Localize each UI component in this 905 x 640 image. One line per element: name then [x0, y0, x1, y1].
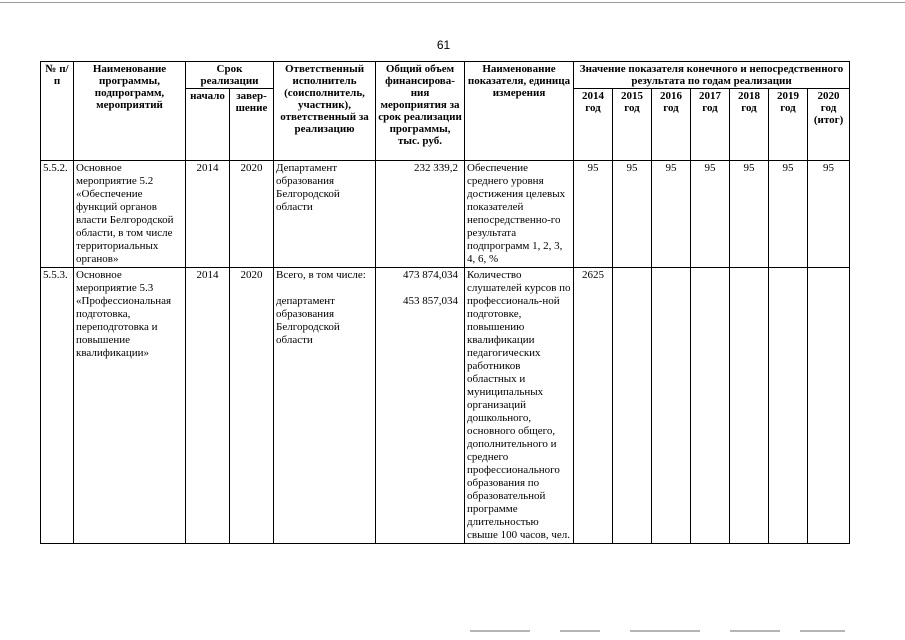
header-year-2017: 2017 год [691, 89, 730, 161]
table-row [41, 161, 850, 268]
header-year-2015: 2015 год [613, 89, 652, 161]
row-value-2018: 95 [730, 161, 769, 268]
row-start: 2014 [186, 161, 230, 268]
row-value-2016 [652, 268, 691, 544]
header-term-start: начало [186, 89, 230, 161]
row-financing [376, 268, 465, 544]
table-header [41, 62, 850, 161]
row-value-2018 [730, 268, 769, 544]
row-indicator: Количество слушателей курсов по профессиональ-ной подготовке, повышению квалификации педагогических работников областных и муниципальных организаций дошкольного, основного общего, дополнительного и среднего профессионального образования по образовательной программе длительностью свыше 100 часов, чел. [465, 268, 574, 544]
header-responsible: Ответственный исполнитель (соисполнитель, участник), ответственный за реализацию [274, 62, 376, 161]
row-number: 5.5.2. [41, 161, 74, 268]
header-term-end: завер-шение [230, 89, 274, 161]
header-name: Наименование программы, подпрограмм, мероприятий [74, 62, 186, 161]
row-indicator: Обеспечение среднего уровня достижения целевых показателей непосредственно-го результата подпрограмм 1, 2, 3, 4, 6, % [465, 161, 574, 268]
row-end: 2020 [230, 161, 274, 268]
header-year-2019: 2019 год [769, 89, 808, 161]
header-financing: Общий объем финансирова-ния мероприятия за срок реализации программы, тыс. руб. [376, 62, 465, 161]
row-financing-main: 232 339,2 [414, 162, 459, 174]
header-year-2016: 2016 год [652, 89, 691, 161]
header-year-2020: 2020 год (итог) [808, 89, 850, 161]
header-term: Срок реализации [186, 62, 274, 89]
row-responsible [274, 268, 376, 544]
row-name: Основное мероприятие 5.3 «Профессиональная подготовка, переподготовка и повышение квалификации» [74, 268, 186, 544]
row-value-2015: 95 [613, 161, 652, 268]
top-rule [0, 2, 905, 3]
row-number: 5.5.3. [41, 268, 74, 544]
row-value-2016: 95 [652, 161, 691, 268]
row-financing [376, 161, 465, 268]
row-value-2017 [691, 268, 730, 544]
row-value-2014: 2625 [574, 268, 613, 544]
header-number: № п/п [41, 62, 74, 161]
row-value-2014: 95 [574, 161, 613, 268]
row-responsible-sub: департамент образования Белгородской области [276, 295, 340, 346]
row-value-2020 [808, 268, 850, 544]
row-responsible [274, 161, 376, 268]
row-responsible-main: Всего, в том числе: [276, 269, 366, 281]
row-value-2019 [769, 268, 808, 544]
row-financing-main: 473 874,034 [403, 269, 459, 281]
header-year-2014: 2014 год [574, 89, 613, 161]
table-row [41, 268, 850, 544]
header-values: Значение показателя конечного и непосредственного результата по годам реализации [574, 62, 850, 89]
row-value-2015 [613, 268, 652, 544]
program-table [40, 61, 850, 544]
header-indicator: Наименование показателя, единица измерения [465, 62, 574, 161]
row-financing-sub: 453 857,034 [403, 295, 459, 307]
row-value-2017: 95 [691, 161, 730, 268]
row-value-2020: 95 [808, 161, 850, 268]
row-name: Основное мероприятие 5.2 «Обеспечение функций органов власти Белгородской области, в том числе территориальных органов» [74, 161, 186, 268]
row-value-2019: 95 [769, 161, 808, 268]
page-number: 61 [436, 38, 451, 52]
row-end: 2020 [230, 268, 274, 544]
row-start: 2014 [186, 268, 230, 544]
header-year-2018: 2018 год [730, 89, 769, 161]
row-responsible-main: Департамент образования Белгородской области [276, 162, 340, 213]
scan-artifact-marks [470, 630, 850, 633]
